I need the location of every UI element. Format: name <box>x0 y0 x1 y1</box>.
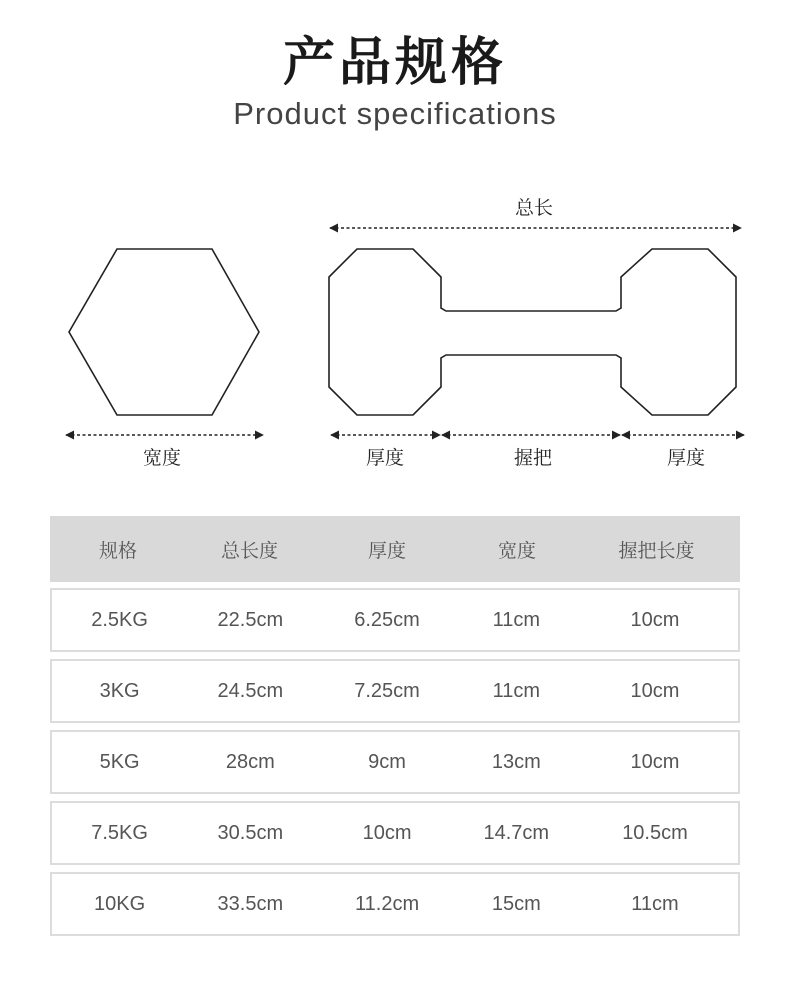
table-header-row <box>50 516 740 582</box>
header-total-length: 总长度 <box>220 539 278 562</box>
dumbbell-side-view-shape <box>329 249 736 415</box>
page-title: 产品规格 <box>282 33 507 93</box>
spec-table <box>50 516 740 936</box>
table-row <box>50 588 740 652</box>
table-row <box>50 801 740 865</box>
dimension-diagram <box>0 180 790 480</box>
cell-spec: 3KG <box>99 679 140 702</box>
cell-grip-length: 11cm <box>631 892 679 915</box>
table-row <box>50 730 740 794</box>
total-length-label: 总长 <box>514 197 554 219</box>
cell-grip-length: 10cm <box>630 608 680 631</box>
page-subtitle: Product specifications <box>233 96 557 131</box>
cell-total-length: 33.5cm <box>217 892 284 915</box>
header-grip-length: 握把长度 <box>618 539 695 562</box>
cell-spec: 5KG <box>99 750 140 773</box>
cell-width: 11cm <box>492 608 540 631</box>
header-spec: 规格 <box>98 539 137 562</box>
header-thickness: 厚度 <box>367 539 406 562</box>
cell-spec: 2.5KG <box>91 608 148 631</box>
thickness-left-label: 厚度 <box>365 447 405 469</box>
cell-thickness: 9cm <box>368 750 406 773</box>
header-width: 宽度 <box>497 539 536 562</box>
cell-grip-length: 10cm <box>630 750 680 773</box>
cell-total-length: 30.5cm <box>217 821 284 844</box>
cell-width: 15cm <box>491 892 541 915</box>
table-row <box>50 659 740 723</box>
cell-grip-length: 10.5cm <box>622 821 688 844</box>
thickness-right-label: 厚度 <box>666 447 706 469</box>
cell-width: 11cm <box>492 679 540 702</box>
cell-width: 14.7cm <box>483 821 550 844</box>
hexagon-end-view-shape <box>69 249 259 415</box>
width-label: 宽度 <box>142 447 182 469</box>
cell-grip-length: 10cm <box>630 679 680 702</box>
cell-total-length: 24.5cm <box>217 679 284 702</box>
cell-width: 13cm <box>491 750 541 773</box>
grip-label: 握把 <box>513 447 553 469</box>
cell-spec: 7.5KG <box>91 821 148 844</box>
cell-thickness: 6.25cm <box>354 608 420 631</box>
cell-total-length: 22.5cm <box>217 608 284 631</box>
cell-thickness: 11.2cm <box>355 892 420 915</box>
cell-total-length: 28cm <box>225 750 275 773</box>
cell-spec: 10KG <box>94 892 146 915</box>
table-row <box>50 872 740 936</box>
cell-thickness: 10cm <box>362 821 412 844</box>
cell-thickness: 7.25cm <box>354 679 420 702</box>
